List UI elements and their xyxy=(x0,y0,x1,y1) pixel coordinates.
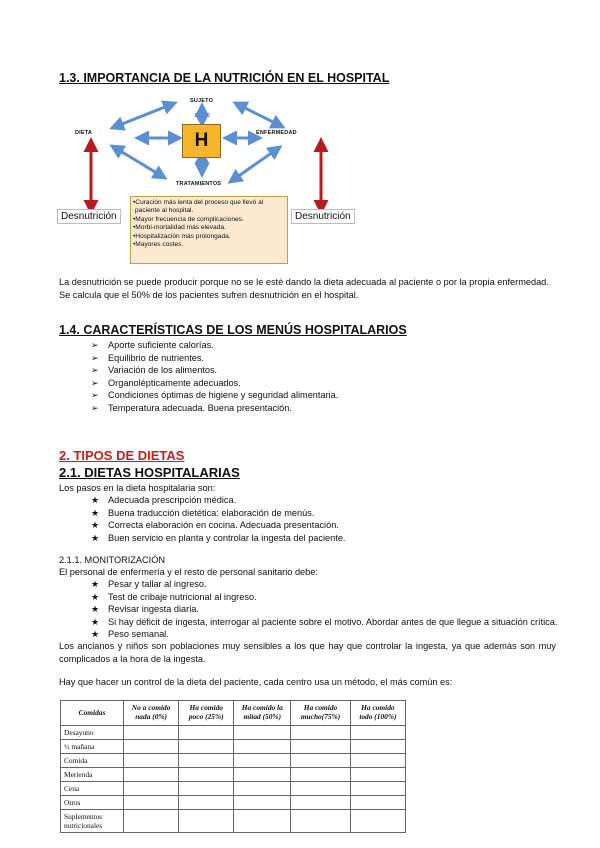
section-title-2: 2. TIPOS DE DIETAS xyxy=(59,448,185,463)
paragraph-intro: El personal de enfermería y el resto de personal sanitario debe: xyxy=(59,567,318,577)
consequence-line: •Hospitalización más prolongada. xyxy=(133,232,231,240)
star-bullet-icon: ★ xyxy=(91,604,100,614)
list-item: ★ Peso semanal. xyxy=(91,629,169,639)
table-row xyxy=(61,768,406,782)
paragraph-line: Se calcula que el 50% de los pacientes sufren desnutrición en el hospital. xyxy=(59,290,359,300)
arrow-bullet-icon: ➢ xyxy=(91,402,99,413)
arrow-enfermedad-tratamientos xyxy=(230,147,280,182)
consequence-line: •Mayor frecuencia de complicaciones. xyxy=(133,215,244,223)
table-row xyxy=(61,810,406,833)
row-label: Comida xyxy=(61,754,124,768)
intake-control-table xyxy=(60,700,406,833)
list-item: ➢ Aporte suficiente calorías. xyxy=(91,340,214,350)
list-item: ★ Buena traducción dietética: elaboración de menús. xyxy=(91,507,315,518)
column-header: Comidas xyxy=(61,701,124,726)
consequence-line: •Mayores costes. xyxy=(133,241,184,249)
table-row xyxy=(61,740,406,754)
table-row xyxy=(61,754,406,768)
list-item: ★ Adecuada prescripción médica. xyxy=(91,495,237,505)
row-label: ½ mañana xyxy=(61,740,124,754)
diet-steps-list xyxy=(91,494,346,544)
desnutricion-box-left: Desnutrición xyxy=(57,209,121,224)
paragraph-control: Hay que hacer un control de la dieta del paciente, cada centro usa un método, el más común es: xyxy=(59,677,453,687)
list-item: ➢ Equilibrio de nutrientes. xyxy=(91,352,205,363)
arrow-sujeto-enfermedad xyxy=(235,103,283,127)
star-bullet-icon: ★ xyxy=(91,591,100,602)
list-item: ➢ Variación de los alimentos. xyxy=(91,365,218,375)
star-bullet-icon: ★ xyxy=(91,629,100,639)
row-label: Suplementos nutricionales xyxy=(61,810,124,833)
consequence-line: •Curación más lenta del proceso que llevó al xyxy=(133,199,264,206)
menu-characteristics-list xyxy=(91,339,338,414)
star-bullet-icon: ★ xyxy=(91,532,100,543)
arrow-bullet-icon: ➢ xyxy=(91,365,99,375)
star-bullet-icon: ★ xyxy=(91,579,100,589)
consequence-line: paciente al hospital. xyxy=(135,207,194,215)
paragraph-line: La desnutrición se puede producir porque no se le esté dando la dieta adecuada al paciente o por la propia enfermedad. xyxy=(59,277,549,287)
monitoring-list xyxy=(91,578,557,641)
row-label: Otros xyxy=(61,796,124,810)
arrow-bullet-icon: ➢ xyxy=(91,377,99,388)
arrow-bullet-icon: ➢ xyxy=(91,390,99,400)
table-row xyxy=(61,782,406,796)
consequences-box xyxy=(130,196,288,264)
table-row xyxy=(61,726,406,740)
list-item: ★ Correcta elaboración en cocina. Adecuada presentación. xyxy=(91,520,339,530)
list-item: ➢ Organolépticamente adecuados. xyxy=(91,377,241,388)
section-title-2-1: 2.1. DIETAS HOSPITALARIAS xyxy=(59,465,240,480)
diagram-label-sujeto: SUJETO xyxy=(190,98,214,104)
consequence-line: •Morbi-mortalidad más elevada. xyxy=(133,224,226,232)
column-header: Ha comido la mitad (50%) xyxy=(234,701,291,726)
column-header: Ha comido poco (25%) xyxy=(179,701,234,726)
arrow-dieta-sujeto xyxy=(112,103,175,128)
section-title-1-4: 1.4. CARACTERÍSTICAS DE LOS MENÚS HOSPITALARIOS xyxy=(59,323,407,337)
section-title-2-1-1: 2.1.1. MONITORIZACIÓN xyxy=(59,555,166,565)
list-item: ➢ Temperatura adecuada. Buena presentación. xyxy=(91,402,292,413)
arrow-dieta-tratamientos xyxy=(112,146,165,178)
hospital-h-box: H xyxy=(182,124,221,158)
arrow-bullet-icon: ➢ xyxy=(91,352,99,363)
arrow-bullet-icon: ➢ xyxy=(91,340,99,350)
star-bullet-icon: ★ xyxy=(91,507,100,518)
paragraph-ancianos: Los ancianos y niños son poblaciones muy sensibles a los que hay que controlar la ingesta, ya que además son muy complicados a la hora de la ingesta. xyxy=(59,641,556,664)
star-bullet-icon: ★ xyxy=(91,495,100,505)
section-title-1-3: 1.3. IMPORTANCIA DE LA NUTRICIÓN EN EL HOSPITAL xyxy=(59,71,390,85)
diagram-label-enfermedad: ENFERMEDAD xyxy=(256,130,297,136)
star-bullet-icon: ★ xyxy=(91,616,100,627)
list-item: ★ Buen servicio en planta y controlar la ingesta del paciente. xyxy=(91,532,346,543)
list-item: ★ Test de cribaje nutricional al ingreso. xyxy=(91,591,257,602)
row-label: Merienda xyxy=(61,768,124,782)
paragraph-intro: Los pasos en la dieta hospitalaria son: xyxy=(59,483,216,493)
list-item: ★ Revisar ingesta diaria. xyxy=(91,604,199,614)
desnutricion-box-right: Desnutrición xyxy=(291,209,355,224)
list-item: ➢ Condiciones óptimas de higiene y seguridad alimentaria. xyxy=(91,390,339,400)
diagram-label-tratamientos: TRATAMIENTOS xyxy=(176,181,222,187)
row-label: Desayuno xyxy=(61,726,124,740)
column-header: Ha comido todo (100%) xyxy=(350,701,405,726)
list-item: ★ Si hay déficit de ingesta, interrogar al paciente sobre el motivo. Abordar antes de que llegue a situación crítica. xyxy=(91,616,558,627)
table-row xyxy=(61,796,406,810)
list-item: ★ Pesar y tallar al ingreso. xyxy=(91,579,207,589)
table-header-row xyxy=(61,701,406,726)
star-bullet-icon: ★ xyxy=(91,520,100,530)
row-label: Cena xyxy=(61,782,124,796)
column-header: Ha comido mucho(75%) xyxy=(291,701,351,726)
column-header: No a comido nada (0%) xyxy=(124,701,179,726)
diagram-label-dieta: DIETA xyxy=(75,130,93,136)
